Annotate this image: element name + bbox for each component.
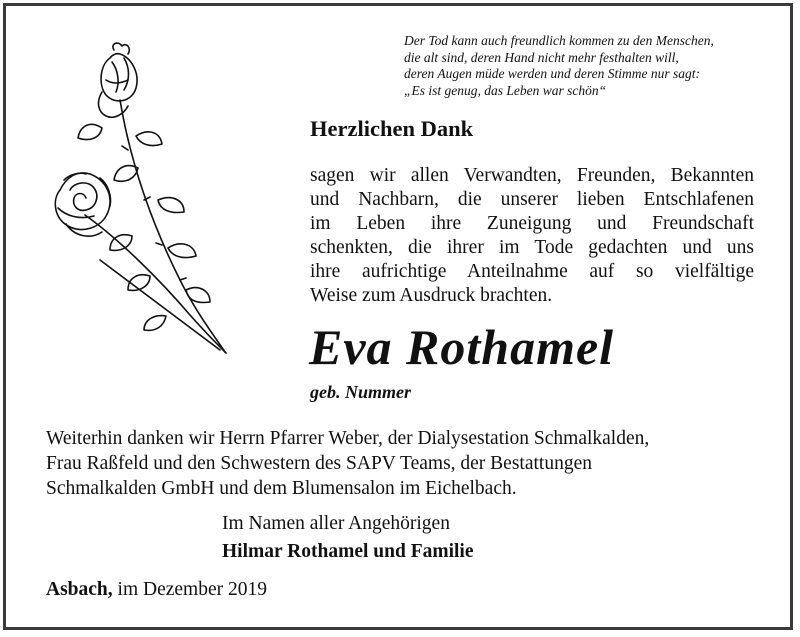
motto-line: die alt sind, deren Hand nicht mehr festhalten will, [404, 49, 679, 65]
motto-quote [404, 33, 774, 99]
birth-name: geb. Nummer [310, 382, 411, 402]
place-name: Asbach, [46, 579, 113, 600]
place-date [46, 579, 267, 601]
thanks-line: im Leben ihre Zuneigung und Freundschaft [310, 213, 754, 234]
thanks-line: Weise zum Ausdruck brachten. [310, 285, 553, 306]
thanks-line: sagen wir allen Verwandten, Freunden, Bekannten [310, 165, 754, 186]
thanks-heading: Herzlichen Dank [310, 116, 474, 141]
thanks-line: ihre aufrichtige Anteilnahme auf so vielfältige [310, 261, 754, 282]
thanks-line: und Nachbarn, die unserer lieben Entschlafenen [310, 189, 754, 210]
motto-line: „Es ist genug, das Leben war schön“ [404, 82, 607, 98]
motto-line: Der Tod kann auch freundlich kommen zu den Menschen, [404, 33, 714, 48]
further-thanks-line: Weiterhin danken wir Herrn Pfarrer Weber, der Dialysestation Schmalkalden, [46, 428, 650, 449]
thanks-paragraph [310, 164, 754, 308]
on-behalf-text: Im Namen aller Angehörigen [222, 513, 450, 534]
date-text: im Dezember 2019 [112, 579, 267, 600]
further-thanks-line: Schmalkalden GmbH und dem Blumensalon im Eichelbach. [46, 478, 517, 499]
rose-illustration-icon [40, 40, 240, 360]
motto-line: deren Augen müde werden und deren Stimme nur sagt: [404, 66, 700, 81]
further-thanks-line: Frau Raßfeld und den Schwestern des SAPV Teams, der Bestattungen [46, 453, 592, 474]
further-thanks-paragraph [46, 426, 649, 501]
deceased-name: Eva Rothamel [309, 319, 615, 375]
thanks-line: schenkten, die ihrer im Tode gedachten und uns [310, 237, 754, 258]
family-name: Hilmar Rothamel und Familie [222, 541, 474, 562]
signature-block [222, 510, 474, 566]
